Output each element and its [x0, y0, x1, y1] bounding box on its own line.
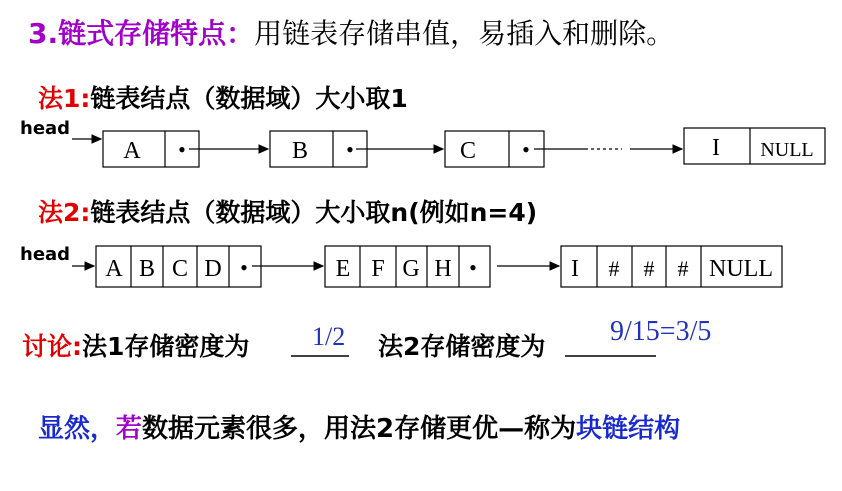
m1-node-i-null: NULL	[760, 139, 814, 161]
m2-node-3-cell-2: #	[608, 256, 620, 281]
m1-node-b-data: B	[291, 138, 309, 164]
m1-node-a-data: A	[123, 138, 141, 164]
conclusion-part3: 数据元素很多，用法2存储更优	[142, 414, 499, 444]
m2-node-3-null: NULL	[709, 256, 773, 282]
m2-node-2	[325, 246, 490, 287]
discussion-label: 讨论:	[22, 332, 82, 361]
m1-node-b	[270, 131, 367, 167]
m1-node-c	[445, 131, 544, 167]
m2-node-2-cell-1: E	[335, 256, 351, 282]
title-body: 用链表存储串值，易插入和删除。	[254, 17, 675, 50]
conclusion-dash: —	[498, 414, 525, 444]
m2-node-2-cell-4: H	[434, 256, 452, 282]
discussion-line	[22, 330, 249, 364]
conclusion-part5: 块链结构	[576, 414, 681, 444]
m2-node-2-cell-3: G	[402, 256, 420, 282]
m2-node-1-cell-2: B	[138, 256, 156, 282]
m2-node-2-cell-2: F	[371, 256, 385, 282]
m2-node-1-cell-4: D	[204, 256, 222, 282]
answer1: 1/2	[312, 322, 346, 351]
method2-text: 链表结点（数据域）大小取n(例如n=4)	[90, 198, 538, 227]
conclusion-part2: 若	[116, 414, 143, 444]
m2-node-2-ptr: •	[469, 255, 477, 280]
method2-label: 法2:	[38, 198, 91, 227]
m2-node-3	[561, 246, 782, 287]
method2-head-label: head	[20, 244, 71, 265]
method1-label: 法1:	[38, 84, 91, 113]
m1-node-i-data: I	[712, 135, 720, 161]
conclusion-part4: 称为	[524, 414, 577, 444]
method1-head-label: head	[20, 118, 71, 139]
conclusion	[38, 411, 680, 447]
title-prefix: 3.链式存储特点：	[28, 17, 255, 50]
m1-node-a	[103, 131, 199, 167]
m1-node-b-ptr: •	[346, 137, 354, 162]
discussion-method1-text: 法1存储密度为	[82, 332, 250, 361]
m2-node-3-cell-4: #	[677, 256, 689, 281]
answer2: 9/15=3/5	[610, 316, 712, 347]
m1-node-a-ptr: •	[178, 137, 186, 162]
m2-node-1-cell-3: C	[171, 256, 189, 282]
m1-node-c-data: C	[459, 138, 477, 164]
discussion-method2-text: 法2存储密度为	[378, 332, 546, 361]
m1-node-c-ptr: •	[522, 137, 530, 162]
m2-node-3-cell-1: I	[571, 256, 579, 282]
m2-node-1-cell-1: A	[105, 256, 123, 282]
m1-node-i	[684, 128, 825, 164]
m2-node-1	[96, 246, 261, 287]
conclusion-part1: 显然，	[38, 414, 117, 444]
m2-node-3-cell-3: #	[643, 256, 655, 281]
method1-text: 链表结点（数据域）大小取1	[90, 84, 408, 113]
m2-node-1-ptr: •	[240, 255, 248, 280]
